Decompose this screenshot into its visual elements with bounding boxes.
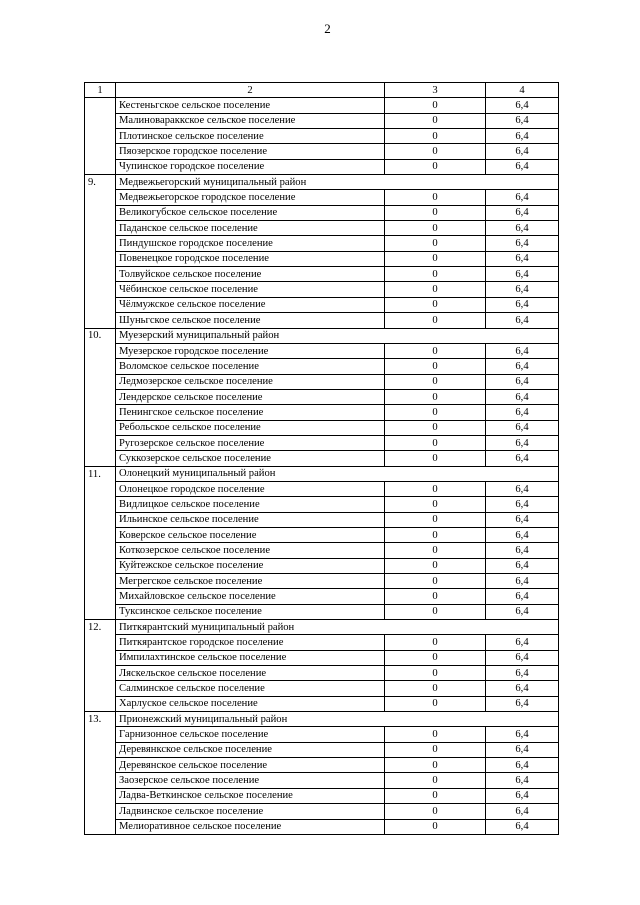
col-4-value: 6,4 (486, 543, 559, 558)
settlement-row (85, 405, 559, 420)
col-4-value: 6,4 (486, 650, 559, 665)
row-number-cell (85, 512, 116, 527)
district-number: 11. (85, 466, 116, 481)
row-number-cell (85, 819, 116, 834)
col-3-value: 0 (385, 267, 486, 282)
settlement-row (85, 742, 559, 757)
col-3-value: 0 (385, 804, 486, 819)
settlement-row (85, 374, 559, 389)
col-4-value: 6,4 (486, 420, 559, 435)
district-number: 12. (85, 620, 116, 635)
settlement-name: Коверское сельское поселение (116, 527, 385, 542)
col-3-value: 0 (385, 251, 486, 266)
row-number-cell (85, 129, 116, 144)
settlement-row (85, 696, 559, 711)
col-3-value: 0 (385, 742, 486, 757)
settlement-name: Ладвинское сельское поселение (116, 804, 385, 819)
col-3-value: 0 (385, 113, 486, 128)
row-number-cell (85, 650, 116, 665)
col-3-value: 0 (385, 405, 486, 420)
col-4-value: 6,4 (486, 635, 559, 650)
col-3-value: 0 (385, 451, 486, 466)
row-number-cell (85, 589, 116, 604)
row-number-cell (85, 405, 116, 420)
col-3-value: 0 (385, 297, 486, 312)
col-4-value: 6,4 (486, 758, 559, 773)
settlement-name: Паданское сельское поселение (116, 221, 385, 236)
col-4-value: 6,4 (486, 221, 559, 236)
table-body (85, 83, 559, 835)
col-4-value: 6,4 (486, 742, 559, 757)
col-4-value: 6,4 (486, 129, 559, 144)
settlement-row (85, 359, 559, 374)
col-3-value: 0 (385, 420, 486, 435)
settlement-name: Импилахтинское сельское поселение (116, 650, 385, 665)
settlement-name: Ладва-Веткинское сельское поселение (116, 788, 385, 803)
settlement-name: Гарнизонное сельское поселение (116, 727, 385, 742)
settlement-name: Коткозерское сельское поселение (116, 543, 385, 558)
row-number-cell (85, 727, 116, 742)
col-3-value: 0 (385, 497, 486, 512)
col-3-value: 0 (385, 343, 486, 358)
col-4-value: 6,4 (486, 574, 559, 589)
district-name: Медвежьегорский муниципальный район (116, 175, 559, 190)
settlement-name: Шуньгское сельское поселение (116, 313, 385, 328)
row-number-cell (85, 113, 116, 128)
col-4-value: 6,4 (486, 313, 559, 328)
col-3-value: 0 (385, 481, 486, 496)
row-number-cell (85, 267, 116, 282)
row-number-cell (85, 221, 116, 236)
settlement-row (85, 512, 559, 527)
row-number-cell (85, 159, 116, 174)
col-3-value: 0 (385, 696, 486, 711)
col-4-value: 6,4 (486, 451, 559, 466)
col-3-value: 0 (385, 788, 486, 803)
district-name: Муезерский муниципальный район (116, 328, 559, 343)
settlement-row (85, 190, 559, 205)
row-number-cell (85, 696, 116, 711)
row-number-cell (85, 420, 116, 435)
settlement-name: Мегрегское сельское поселение (116, 574, 385, 589)
district-row (85, 466, 559, 481)
col-3-value: 0 (385, 374, 486, 389)
col-3-value: 0 (385, 359, 486, 374)
settlement-name: Ледмозерское сельское поселение (116, 374, 385, 389)
col-3-value: 0 (385, 558, 486, 573)
row-number-cell (85, 297, 116, 312)
row-number-cell (85, 527, 116, 542)
table-header-row (85, 83, 559, 98)
col-4-value: 6,4 (486, 681, 559, 696)
settlement-row (85, 788, 559, 803)
row-number-cell (85, 604, 116, 619)
settlement-row (85, 635, 559, 650)
col-3-value: 0 (385, 604, 486, 619)
header-col-3: 3 (385, 83, 486, 98)
col-3-value: 0 (385, 129, 486, 144)
row-number-cell (85, 389, 116, 404)
settlement-name: Ляскельское сельское поселение (116, 666, 385, 681)
col-4-value: 6,4 (486, 527, 559, 542)
col-4-value: 6,4 (486, 144, 559, 159)
row-number-cell (85, 481, 116, 496)
col-3-value: 0 (385, 773, 486, 788)
col-4-value: 6,4 (486, 113, 559, 128)
row-number-cell (85, 574, 116, 589)
col-3-value: 0 (385, 512, 486, 527)
col-4-value: 6,4 (486, 343, 559, 358)
settlement-name: Олонецкое городское поселение (116, 481, 385, 496)
settlement-row (85, 666, 559, 681)
settlement-row (85, 758, 559, 773)
settlement-name: Видлицкое сельское поселение (116, 497, 385, 512)
settlement-name: Салминское сельское поселение (116, 681, 385, 696)
settlement-row (85, 527, 559, 542)
col-4-value: 6,4 (486, 497, 559, 512)
settlement-name: Плотинское сельское поселение (116, 129, 385, 144)
settlement-name: Чёлмужское сельское поселение (116, 297, 385, 312)
col-3-value: 0 (385, 205, 486, 220)
settlement-row (85, 221, 559, 236)
col-4-value: 6,4 (486, 389, 559, 404)
col-3-value: 0 (385, 681, 486, 696)
settlement-name: Михайловское сельское поселение (116, 589, 385, 604)
col-3-value: 0 (385, 635, 486, 650)
settlement-row (85, 113, 559, 128)
district-number: 13. (85, 712, 116, 727)
row-number-cell (85, 742, 116, 757)
settlement-name: Туксинское сельское поселение (116, 604, 385, 619)
col-3-value: 0 (385, 574, 486, 589)
settlement-row (85, 251, 559, 266)
row-number-cell (85, 190, 116, 205)
col-3-value: 0 (385, 313, 486, 328)
settlement-name: Лендерское сельское поселение (116, 389, 385, 404)
row-number-cell (85, 98, 116, 113)
col-4-value: 6,4 (486, 374, 559, 389)
col-4-value: 6,4 (486, 696, 559, 711)
settlement-row (85, 650, 559, 665)
settlement-name: Малиновараккское сельское поселение (116, 113, 385, 128)
settlement-row (85, 727, 559, 742)
settlement-row (85, 604, 559, 619)
header-col-1: 1 (85, 83, 116, 98)
row-number-cell (85, 497, 116, 512)
settlement-name: Медвежьегорское городское поселение (116, 190, 385, 205)
settlement-row (85, 297, 559, 312)
col-4-value: 6,4 (486, 558, 559, 573)
col-4-value: 6,4 (486, 190, 559, 205)
settlement-row (85, 343, 559, 358)
settlement-name: Мелиоративное сельское поселение (116, 819, 385, 834)
district-name: Олонецкий муниципальный район (116, 466, 559, 481)
col-3-value: 0 (385, 819, 486, 834)
col-4-value: 6,4 (486, 435, 559, 450)
col-4-value: 6,4 (486, 512, 559, 527)
row-number-cell (85, 205, 116, 220)
row-number-cell (85, 251, 116, 266)
settlement-row (85, 144, 559, 159)
settlement-row (85, 98, 559, 113)
settlement-name: Чупинское городское поселение (116, 159, 385, 174)
col-4-value: 6,4 (486, 804, 559, 819)
col-4-value: 6,4 (486, 359, 559, 374)
col-4-value: 6,4 (486, 98, 559, 113)
settlement-row (85, 481, 559, 496)
row-number-cell (85, 359, 116, 374)
settlement-name: Деревянкское сельское поселение (116, 742, 385, 757)
settlement-row (85, 389, 559, 404)
settlement-row (85, 435, 559, 450)
col-3-value: 0 (385, 758, 486, 773)
settlement-row (85, 451, 559, 466)
col-4-value: 6,4 (486, 666, 559, 681)
row-number-cell (85, 451, 116, 466)
col-4-value: 6,4 (486, 604, 559, 619)
settlement-row (85, 267, 559, 282)
col-3-value: 0 (385, 650, 486, 665)
settlement-name: Великогубское сельское поселение (116, 205, 385, 220)
settlement-row (85, 282, 559, 297)
settlement-row (85, 159, 559, 174)
row-number-cell (85, 282, 116, 297)
settlement-row (85, 558, 559, 573)
col-3-value: 0 (385, 282, 486, 297)
settlement-row (85, 819, 559, 834)
district-row (85, 712, 559, 727)
row-number-cell (85, 343, 116, 358)
district-number: 9. (85, 175, 116, 190)
settlement-row (85, 681, 559, 696)
header-col-2: 2 (116, 83, 385, 98)
settlement-name: Пяозерское городское поселение (116, 144, 385, 159)
settlement-row (85, 236, 559, 251)
settlement-row (85, 497, 559, 512)
col-3-value: 0 (385, 666, 486, 681)
district-number: 10. (85, 328, 116, 343)
settlement-name: Ругозерское сельское поселение (116, 435, 385, 450)
col-4-value: 6,4 (486, 267, 559, 282)
settlement-name: Ильинское сельское поселение (116, 512, 385, 527)
col-3-value: 0 (385, 389, 486, 404)
col-3-value: 0 (385, 236, 486, 251)
settlement-row (85, 313, 559, 328)
col-3-value: 0 (385, 727, 486, 742)
settlement-name: Деревянское сельское поселение (116, 758, 385, 773)
col-4-value: 6,4 (486, 251, 559, 266)
district-row (85, 328, 559, 343)
col-4-value: 6,4 (486, 773, 559, 788)
settlement-name: Харлуское сельское поселение (116, 696, 385, 711)
col-4-value: 6,4 (486, 405, 559, 420)
settlement-row (85, 420, 559, 435)
district-name: Питкярантский муниципальный район (116, 620, 559, 635)
col-4-value: 6,4 (486, 819, 559, 834)
settlements-table (84, 82, 559, 835)
row-number-cell (85, 144, 116, 159)
settlement-name: Воломское сельское поселение (116, 359, 385, 374)
row-number-cell (85, 773, 116, 788)
row-number-cell (85, 788, 116, 803)
row-number-cell (85, 758, 116, 773)
col-3-value: 0 (385, 543, 486, 558)
settlement-name: Чёбинское сельское поселение (116, 282, 385, 297)
settlement-name: Толвуйское сельское поселение (116, 267, 385, 282)
row-number-cell (85, 435, 116, 450)
settlement-row (85, 773, 559, 788)
col-4-value: 6,4 (486, 297, 559, 312)
col-3-value: 0 (385, 144, 486, 159)
header-col-4: 4 (486, 83, 559, 98)
col-4-value: 6,4 (486, 788, 559, 803)
settlement-name: Кестеньгское сельское поселение (116, 98, 385, 113)
district-row (85, 175, 559, 190)
col-3-value: 0 (385, 159, 486, 174)
row-number-cell (85, 804, 116, 819)
settlement-name: Повенецкое городское поселение (116, 251, 385, 266)
col-4-value: 6,4 (486, 159, 559, 174)
settlement-row (85, 205, 559, 220)
settlement-name: Питкярантское городское поселение (116, 635, 385, 650)
col-4-value: 6,4 (486, 727, 559, 742)
col-3-value: 0 (385, 98, 486, 113)
col-4-value: 6,4 (486, 481, 559, 496)
settlement-name: Куйтежское сельское поселение (116, 558, 385, 573)
settlement-row (85, 543, 559, 558)
page-number: 2 (324, 21, 331, 36)
settlement-name: Пенингское сельское поселение (116, 405, 385, 420)
row-number-cell (85, 543, 116, 558)
col-4-value: 6,4 (486, 589, 559, 604)
col-3-value: 0 (385, 221, 486, 236)
col-3-value: 0 (385, 589, 486, 604)
col-3-value: 0 (385, 190, 486, 205)
col-4-value: 6,4 (486, 282, 559, 297)
col-3-value: 0 (385, 527, 486, 542)
settlement-row (85, 574, 559, 589)
row-number-cell (85, 313, 116, 328)
row-number-cell (85, 635, 116, 650)
settlement-name: Ребольское сельское поселение (116, 420, 385, 435)
row-number-cell (85, 236, 116, 251)
settlement-name: Суккозерское сельское поселение (116, 451, 385, 466)
row-number-cell (85, 666, 116, 681)
col-4-value: 6,4 (486, 236, 559, 251)
row-number-cell (85, 558, 116, 573)
settlement-name: Пиндушское городское поселение (116, 236, 385, 251)
settlement-name: Муезерское городское поселение (116, 343, 385, 358)
settlement-name: Заозерское сельское поселение (116, 773, 385, 788)
district-name: Прионежский муниципальный район (116, 712, 559, 727)
settlement-row (85, 129, 559, 144)
row-number-cell (85, 681, 116, 696)
row-number-cell (85, 374, 116, 389)
col-4-value: 6,4 (486, 205, 559, 220)
col-3-value: 0 (385, 435, 486, 450)
district-row (85, 620, 559, 635)
settlement-row (85, 589, 559, 604)
settlement-row (85, 804, 559, 819)
